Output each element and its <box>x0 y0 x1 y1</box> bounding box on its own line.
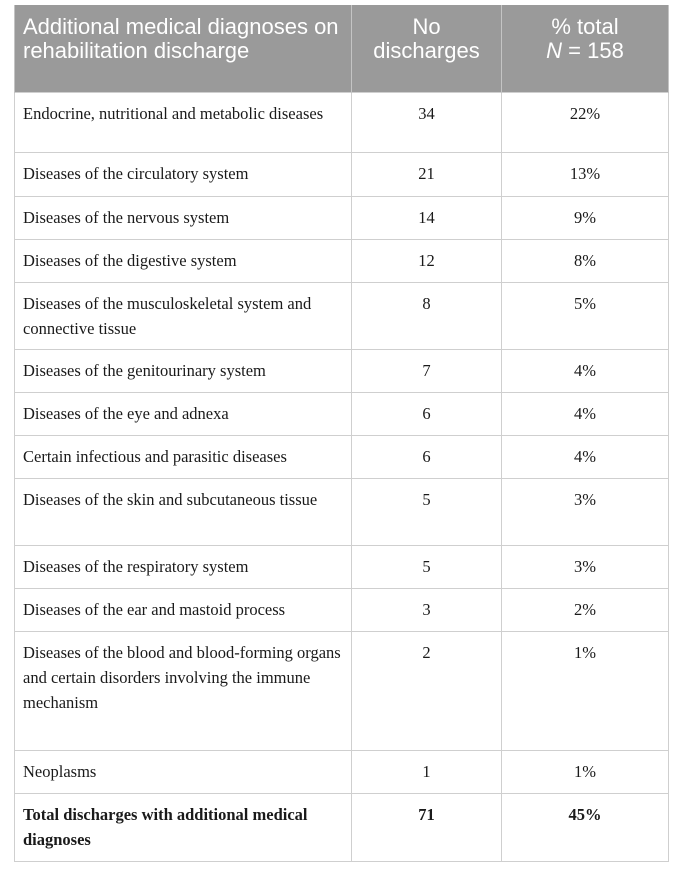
table-row <box>15 196 669 239</box>
table-row <box>15 349 669 392</box>
row-count: 12 <box>352 239 502 282</box>
header-diagnoses: Additional medical diagnoses on rehabilitation discharge <box>15 5 352 92</box>
row-label: Neoplasms <box>15 750 352 793</box>
header-n-symbol: N <box>546 38 563 63</box>
row-count: 6 <box>352 435 502 478</box>
row-count: 21 <box>352 152 502 196</box>
table-row <box>15 92 669 152</box>
header-n-value: = 158 <box>562 38 624 63</box>
row-count: 7 <box>352 349 502 392</box>
row-percent: 3% <box>502 545 669 588</box>
header-percent-label: % total <box>551 14 619 39</box>
row-count: 34 <box>352 92 502 152</box>
row-label: Diseases of the skin and subcutaneous tissue <box>15 478 352 545</box>
row-label: Certain infectious and parasitic diseases <box>15 435 352 478</box>
table-row <box>15 152 669 196</box>
table-row <box>15 588 669 631</box>
row-label: Diseases of the circulatory system <box>15 152 352 196</box>
row-count: 5 <box>352 478 502 545</box>
row-percent: 13% <box>502 152 669 196</box>
row-count: 5 <box>352 545 502 588</box>
row-percent: 1% <box>502 750 669 793</box>
row-count: 3 <box>352 588 502 631</box>
table-row <box>15 435 669 478</box>
row-label: Endocrine, nutritional and metabolic diseases <box>15 92 352 152</box>
table-header <box>15 5 669 92</box>
row-label: Diseases of the blood and blood-forming organs and certain disorders involving the immune mechanism <box>15 631 352 750</box>
diagnoses-table <box>14 5 669 862</box>
row-count: 6 <box>352 392 502 435</box>
row-count: 8 <box>352 282 502 349</box>
row-percent: 3% <box>502 478 669 545</box>
row-label: Diseases of the respiratory system <box>15 545 352 588</box>
table-row <box>15 750 669 793</box>
row-percent: 1% <box>502 631 669 750</box>
table-row <box>15 239 669 282</box>
row-count: 2 <box>352 631 502 750</box>
table-row <box>15 545 669 588</box>
header-percent-total <box>502 5 669 92</box>
row-percent: 9% <box>502 196 669 239</box>
total-percent: 45% <box>502 793 669 861</box>
row-label: Diseases of the eye and adnexa <box>15 392 352 435</box>
header-row <box>15 5 669 92</box>
row-label: Diseases of the digestive system <box>15 239 352 282</box>
row-percent: 4% <box>502 392 669 435</box>
table-row <box>15 282 669 349</box>
total-count: 71 <box>352 793 502 861</box>
table-row <box>15 478 669 545</box>
row-percent: 4% <box>502 435 669 478</box>
table-row <box>15 392 669 435</box>
total-label: Total discharges with additional medical diagnoses <box>15 793 352 861</box>
table-body <box>15 92 669 861</box>
row-count: 14 <box>352 196 502 239</box>
row-percent: 4% <box>502 349 669 392</box>
row-label: Diseases of the nervous system <box>15 196 352 239</box>
row-count: 1 <box>352 750 502 793</box>
row-label: Diseases of the musculoskeletal system and connective tissue <box>15 282 352 349</box>
row-percent: 8% <box>502 239 669 282</box>
row-label: Diseases of the ear and mastoid process <box>15 588 352 631</box>
header-discharges: No discharges <box>352 5 502 92</box>
row-percent: 5% <box>502 282 669 349</box>
row-percent: 2% <box>502 588 669 631</box>
row-percent: 22% <box>502 92 669 152</box>
row-label: Diseases of the genitourinary system <box>15 349 352 392</box>
table-row <box>15 631 669 750</box>
total-row <box>15 793 669 861</box>
